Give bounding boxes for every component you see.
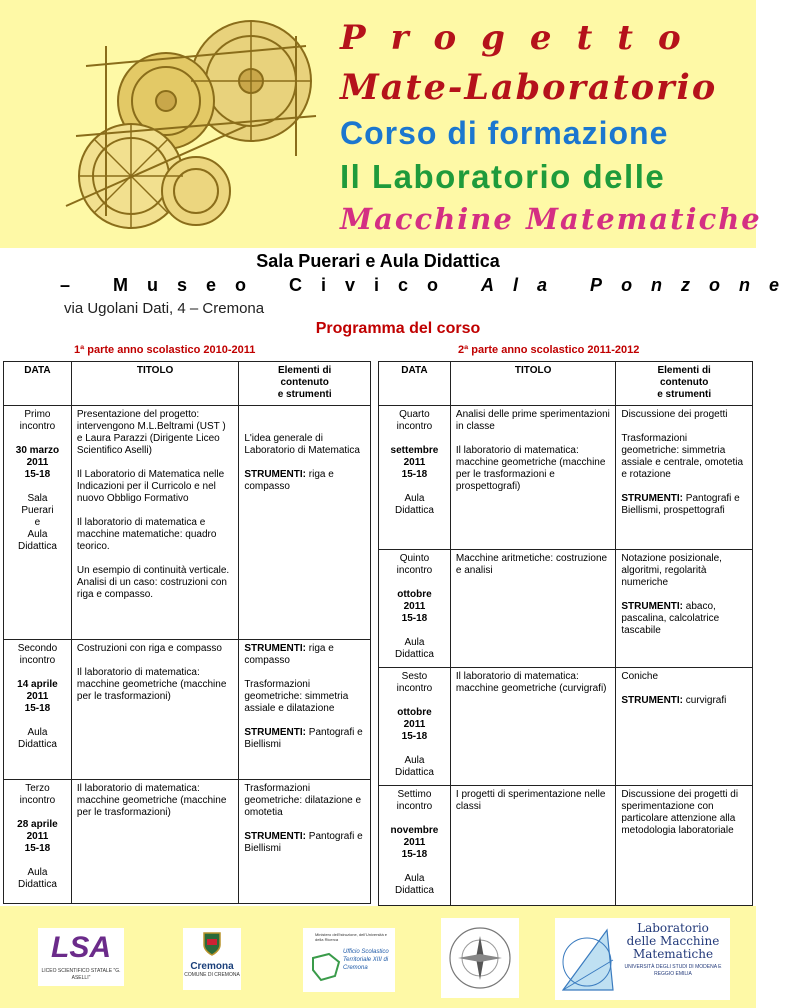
compass-icon (441, 918, 519, 998)
col-data: DATA (4, 362, 72, 406)
session-title: Presentazione del progetto: intervengono M.L.Beltrami (UST ) e Laura Parazzi (Dirigente Liceo Scientifico Aselli) Il Laboratorio di Matematica nelle Indicazioni per il Curricolo e nel nuovo Obbligo Formativo Il laboratorio di matematica e macchine matematiche: quadro teorico. Un esempio di continuità verticale. Analisi di un caso: costruzioni con riga e compasso. (71, 406, 238, 640)
ust-cremona-logo: Ministero dell'Istruzione, dell'Università e della Ricerca Ufficio Scolastico Territoriale XIII di Cremona (303, 928, 395, 992)
schedule-table-part1 (3, 361, 371, 904)
venue-title: Sala Puerari e Aula Didattica (256, 251, 500, 271)
table-row (379, 550, 753, 668)
session-date: Sesto incontro ottobre 2011 15-18 Aula Didattica (379, 668, 451, 786)
session-elements: Discussione dei progetti Trasformazioni geometriche: simmetria assiale e centrale, omotetia e rotazione STRUMENTI: Pantografi e Biellismi, prospettografi (616, 406, 753, 550)
mathematical-machine-engraving (46, 6, 336, 238)
session-title: Il laboratorio di matematica: macchine geometriche (curvigrafi) (450, 668, 615, 786)
session-elements: Notazione posizionale, algoritmi, regolarità numeriche STRUMENTI: abaco, pascalina, calcolatrice tascabile (616, 550, 753, 668)
title-macchine-matematiche: Macchine Matematiche (340, 202, 762, 236)
col-data: DATA (379, 362, 451, 406)
map-icon (309, 952, 343, 982)
session-title: I progetti di sperimentazione nelle classi (450, 786, 615, 906)
session-date: Terzo incontro 28 aprile 2011 15-18 Aula Didattica (4, 780, 72, 904)
cremona-logo: Cremona COMUNE DI CREMONA (183, 928, 241, 990)
table-row (4, 406, 371, 640)
lab-macchine-logo (555, 918, 730, 1000)
geometry-diagram-icon (557, 920, 617, 1000)
session-title: Analisi delle prime sperimentazioni in classe Il laboratorio di matematica: macchine geometriche (macchine per le trasformazioni e prospettografi) (450, 406, 615, 550)
session-title: Costruzioni con riga e compasso Il laboratorio di matematica: macchine geometriche (macchine per le trasformazioni) (71, 640, 238, 780)
col-titolo: TITOLO (450, 362, 615, 406)
session-elements: Trasformazioni geometriche: dilatazione e omotetia STRUMENTI: Pantografi e Biellismi (239, 780, 371, 904)
lab-logo-line3: Matematiche (632, 947, 714, 961)
title-progetto: Progetto (340, 18, 706, 58)
lab-logo-line2: delle Macchine (626, 934, 720, 948)
session-elements: L'idea generale di Laboratorio di Matematica STRUMENTI: riga e compasso (239, 406, 371, 640)
table-row (4, 780, 371, 904)
lsa-logo: LSA LICEO SCIENTIFICO STATALE "G. ASELLI" (38, 928, 124, 986)
programma-heading: Programma del corso (315, 320, 481, 337)
title-laboratorio-delle: Il Laboratorio delle (340, 158, 666, 195)
session-elements: Coniche STRUMENTI: curvigrafi (616, 668, 753, 786)
table-row (4, 640, 371, 780)
session-elements: Discussione dei progetti di sperimentazione con particolare attenzione alla metodologia laboratoriale (616, 786, 753, 906)
session-date: Quarto incontro settembre 2011 15-18 Aula Didattica (379, 406, 451, 550)
venue-museum-a: – Museo Civico (60, 275, 482, 295)
title-corso-formazione: Corso di formazione (340, 115, 669, 151)
lab-logo-line1: Laboratorio (637, 921, 709, 935)
part1-heading: 1ª parte anno scolastico 2010-2011 (74, 344, 256, 356)
session-title: Macchine aritmetiche: costruzione e analisi (450, 550, 615, 668)
session-elements: STRUMENTI: riga e compasso Trasformazioni geometriche: simmetria assiale e dilatazione STRUMENTI: Pantografi e Biellismi (239, 640, 371, 780)
schedule-table-part2 (378, 361, 753, 906)
cremona-crest-icon (202, 931, 222, 957)
col-elementi: Elementi di contenuto e strumenti (239, 362, 371, 406)
part2-heading: 2ª parte anno scolastico 2011-2012 (458, 344, 640, 356)
session-date: Secondo incontro 14 aprile 2011 15-18 Aula Didattica (4, 640, 72, 780)
venue-address: via Ugolani Dati, 4 – Cremona (64, 300, 265, 317)
col-titolo: TITOLO (71, 362, 238, 406)
venue-museum (60, 274, 798, 296)
lab-logo-line4: UNIVERSITÀ DEGLI STUDI DI MODENA E REGGIO EMILIA (624, 964, 722, 977)
table-row (379, 406, 753, 550)
session-date: Quinto incontro ottobre 2011 15-18 Aula Didattica (379, 550, 451, 668)
venue-museum-b: Ala Ponzone (481, 275, 798, 295)
footer-logos (0, 906, 756, 1008)
compass-rose-logo (441, 918, 519, 998)
table-row (379, 668, 753, 786)
session-title: Il laboratorio di matematica: macchine geometriche (macchine per le trasformazioni) (71, 780, 238, 904)
session-date: Primo incontro 30 marzo 2011 15-18 Sala Puerari e Aula Didattica (4, 406, 72, 640)
table-row (379, 786, 753, 906)
title-mate-laboratorio: Mate-Laboratorio (340, 67, 718, 108)
header-banner (0, 0, 762, 248)
session-date: Settimo incontro novembre 2011 15-18 Aula Didattica (379, 786, 451, 906)
col-elementi: Elementi di contenuto e strumenti (616, 362, 753, 406)
